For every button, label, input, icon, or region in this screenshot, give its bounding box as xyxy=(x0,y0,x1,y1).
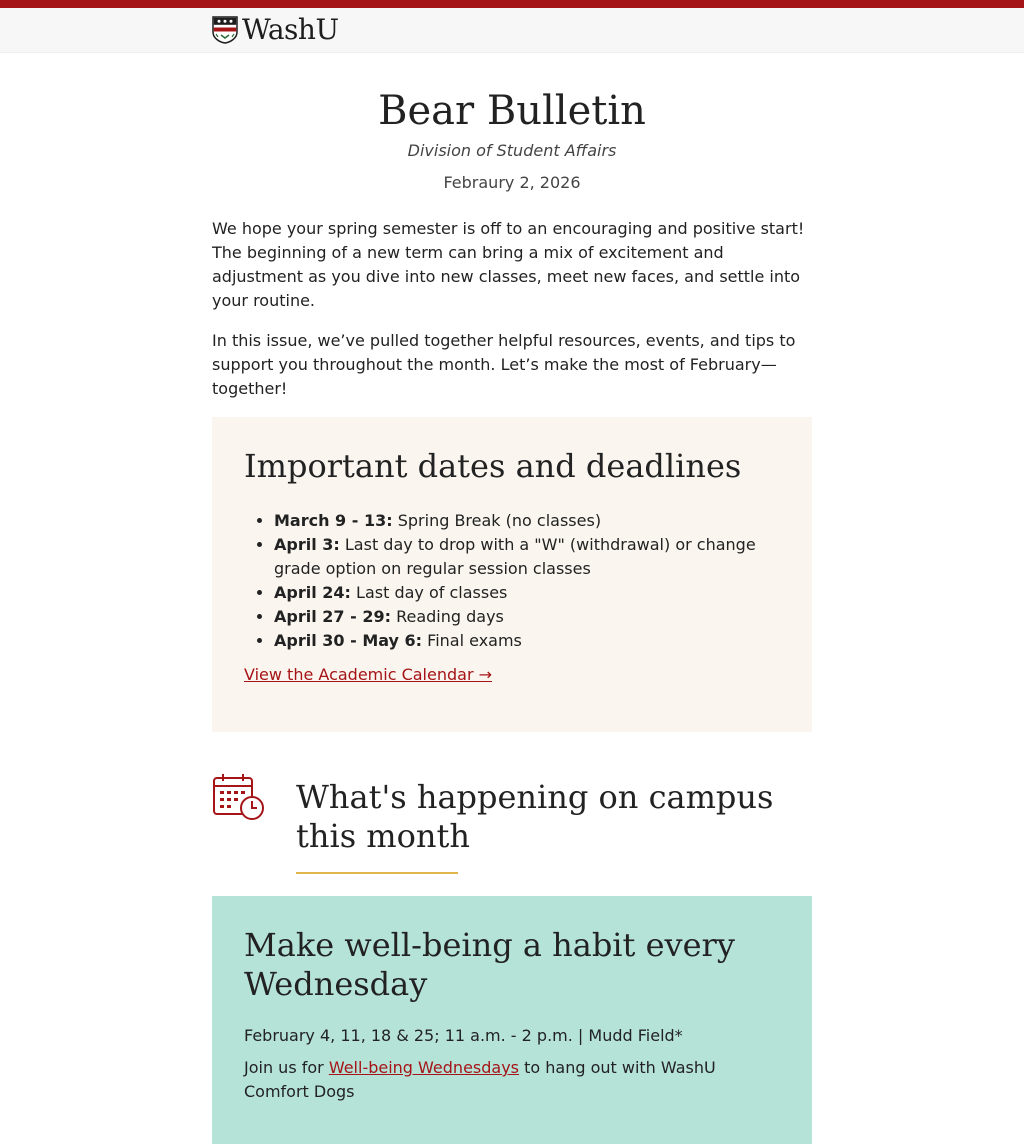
brand-top-bar xyxy=(0,0,1024,8)
date-text: Spring Break (no classes) xyxy=(397,511,602,530)
date-text: Reading days xyxy=(396,607,504,626)
logo-text: WashU xyxy=(242,13,339,46)
intro xyxy=(212,217,812,401)
list-item xyxy=(274,533,780,581)
date-text: Final exams xyxy=(427,631,522,650)
wellbeing-wednesdays-link[interactable]: Well-being Wednesdays xyxy=(328,1058,520,1077)
date-label: March 9 - 13: xyxy=(274,511,393,530)
list-item xyxy=(274,629,780,653)
list-item xyxy=(274,581,780,605)
list-item xyxy=(274,605,780,629)
header xyxy=(0,8,1024,53)
campus-events-section xyxy=(212,772,812,874)
wellbeing-description xyxy=(244,1056,780,1104)
dates-list xyxy=(244,509,780,653)
newsletter-date: Febraury 2, 2026 xyxy=(443,173,581,192)
date-text: Last day to drop with a "W" (withdrawal) or change grade option on regular session classes xyxy=(274,535,756,578)
desc-prefix: Join us for xyxy=(244,1058,329,1077)
logo[interactable] xyxy=(212,8,812,44)
date-label: April 24: xyxy=(274,583,351,602)
date-text: Last day of classes xyxy=(356,583,508,602)
desc-suffix: to hang out with WashU Comfort Dogs xyxy=(244,1058,716,1101)
important-dates-heading: Important dates and deadlines xyxy=(244,447,742,485)
wellbeing-meta: February 4, 11, 18 & 25; 11 a.m. - 2 p.m. | Mudd Field* xyxy=(244,1026,683,1045)
important-dates-box xyxy=(212,417,812,732)
date-label: April 27 - 29: xyxy=(274,607,391,626)
intro-paragraph-1: We hope your spring semester is off to an encouraging and positive start! The beginning of a new term can bring a mix of excitement and adjustment as you dive into new classes, meet new faces, and settle into your routine. xyxy=(212,219,805,310)
list-item xyxy=(274,509,780,533)
date-label: April 3: xyxy=(274,535,340,554)
calendar-clock-icon xyxy=(212,772,268,824)
wellbeing-heading: Make well-being a habit every Wednesday xyxy=(244,926,735,1003)
shield-icon xyxy=(212,16,238,44)
campus-section-heading: What's happening on campus this month xyxy=(296,778,774,855)
newsletter-subtitle: Division of Student Affairs xyxy=(407,141,617,160)
academic-calendar-link[interactable]: View the Academic Calendar → xyxy=(244,665,493,684)
wellbeing-box xyxy=(212,896,812,1144)
newsletter-title: Bear Bulletin xyxy=(378,88,646,134)
intro-paragraph-2: In this issue, we’ve pulled together helpful resources, events, and tips to support you throughout the month. Let’s make the most of February—together! xyxy=(212,331,796,398)
heading-underline xyxy=(296,872,458,874)
date-label: April 30 - May 6: xyxy=(274,631,423,650)
newsletter-body xyxy=(212,89,812,1144)
